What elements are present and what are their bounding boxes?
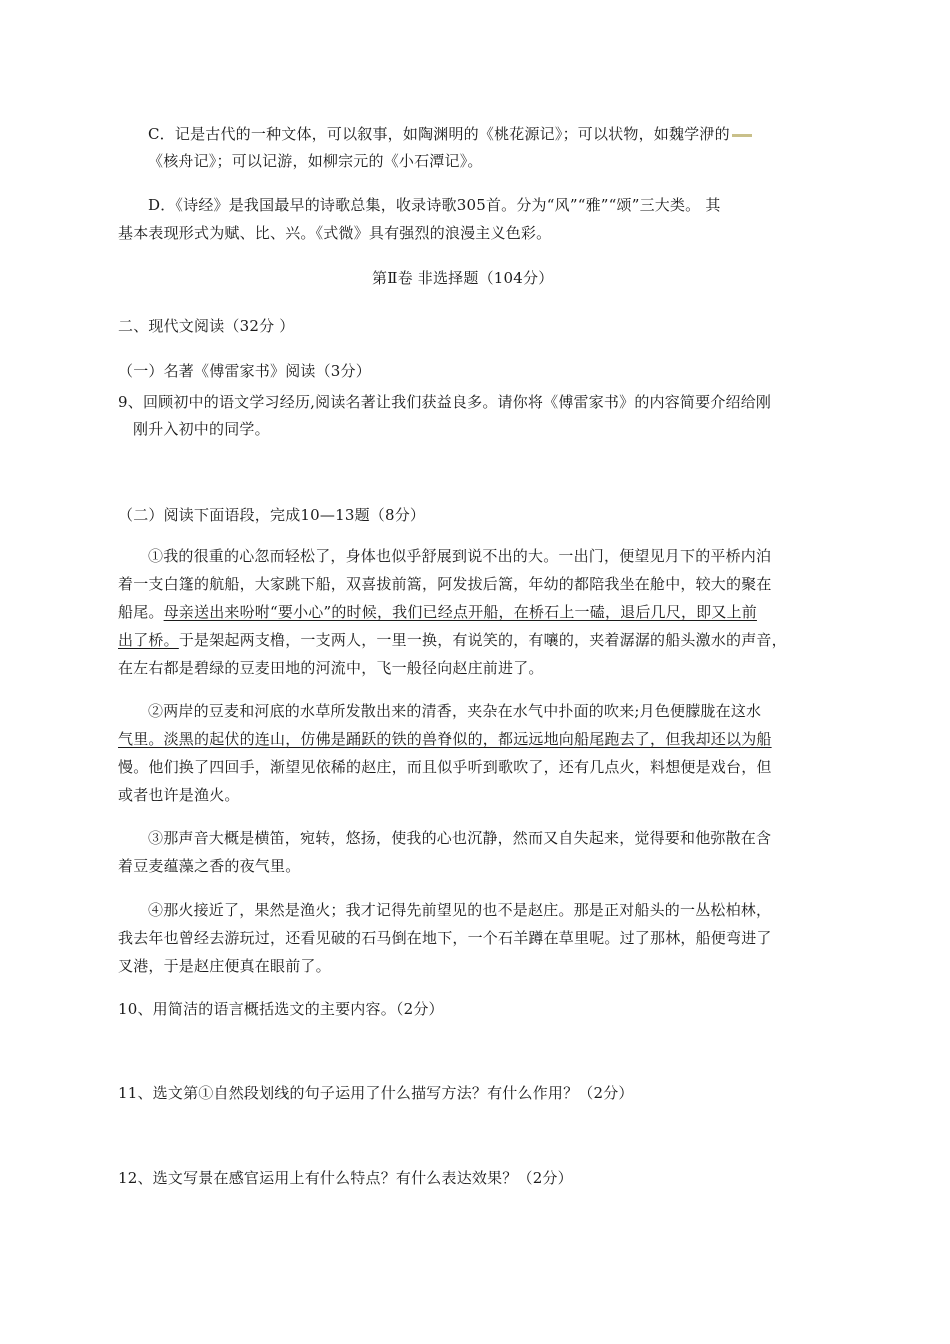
passage-p1-line-1: ①我的很重的心忽而轻松了，身体也似乎舒展到说不出的大。一出门，便望见月下的平桥内泊	[148, 547, 772, 565]
passage-p2-line-4: 或者也许是渔火。	[118, 786, 240, 804]
option-d-line-2: 基本表现形式为赋、比、兴。《式微》具有强烈的浪漫主义色彩。	[118, 224, 552, 242]
question-10: 10、用简洁的语言概括选文的主要内容。（2分）	[118, 1000, 444, 1018]
section2-heading: 二、现代文阅读（32分 ）	[118, 317, 295, 335]
passage-p3-line-1: ③那声音大概是横笛，宛转，悠扬，使我的心也沉静，然而又自失起来，觉得要和他弥散在含	[148, 829, 772, 847]
passage-p4-line-3: 叉港，于是赵庄便真在眼前了。	[118, 957, 331, 975]
passage-p2-line-2: 气里。淡黑的起伏的连山，仿佛是踊跃的铁的兽脊似的，都远远地向船尾跑去了，但我却还以为船	[118, 730, 772, 748]
passage-p4-line-2: 我去年也曾经去游玩过，还看见破的石马倒在地下，一个石羊蹲在草里呢。过了那林，船便弯进了	[118, 929, 772, 947]
passage-p1-line-3: 船尾。母亲送出来吩咐“要小心”的时候，我们已经点开船，在桥石上一磕，退后几尺，即又上前	[118, 603, 757, 621]
option-c-line-1: C．记是古代的一种文体，可以叙事，如陶渊明的《桃花源记》；可以状物，如魏学洢的	[148, 124, 752, 144]
passage-p1-line-5: 在左右都是碧绿的豆麦田地的河流中，飞一般径向赵庄前进了。	[118, 659, 544, 677]
passage-p1-line-2: 着一支白篷的航船，大家跳下船，双喜拔前篙，阿发拔后篙，年幼的都陪我坐在舱中，较大的聚在	[118, 575, 772, 593]
part2-title: 第Ⅱ卷 非选择题（104分）	[372, 269, 554, 287]
q9-line-1: 9、回顾初中的语文学习经历,阅读名著让我们获益良多。请你将《傅雷家书》的内容简要介绍给刚	[118, 393, 772, 411]
passage-p1-line-4: 出了桥。于是架起两支橹，一支两人，一里一换，有说笑的，有嚷的，夹着潺潺的船头激水的声音，	[118, 631, 787, 649]
question-11: 11、选文第①自然段划线的句子运用了什么描写方法？有什么作用？（2分）	[118, 1084, 634, 1102]
question-12: 12、选文写景在感官运用上有什么特点？有什么表达效果？（2分）	[118, 1169, 573, 1187]
passage-p2-line-3: 慢。他们换了四回手，渐望见依稀的赵庄，而且似乎听到歌吹了，还有几点火，料想便是戏台，但	[118, 758, 772, 776]
option-c-line-2: 《核舟记》；可以记游，如柳宗元的《小石潭记》。	[148, 152, 483, 170]
highlight-mark	[732, 134, 752, 137]
underlined-sentence: 母亲送出来吩咐“要小心”的时候，我们已经点开船，在桥石上一磕，退后几尺，即又上前	[163, 603, 757, 621]
passage-p4-line-1: ④那火接近了，果然是渔火；我才记得先前望见的也不是赵庄。那是正对船头的一丛松柏林，	[148, 901, 772, 919]
q9-line-2: 刚升入初中的同学。	[133, 420, 270, 438]
sub2-heading: （二）阅读下面语段，完成10—13题（8分）	[118, 506, 426, 524]
underlined-sentence-end: 出了桥。	[118, 631, 179, 649]
passage-p3-line-2: 着豆麦蕴藻之香的夜气里。	[118, 857, 301, 875]
sub1-heading: （一）名著《傅雷家书》阅读（3分）	[118, 362, 371, 380]
option-d-line-1: D．《诗经》是我国最早的诗歌总集，收录诗歌305首。分为“风”“雅”“颂”三大类。 其	[148, 196, 721, 214]
passage-p2-line-1: ②两岸的豆麦和河底的水草所发散出来的清香，夹杂在水气中扑面的吹来;月色便朦胧在这水	[148, 702, 762, 720]
